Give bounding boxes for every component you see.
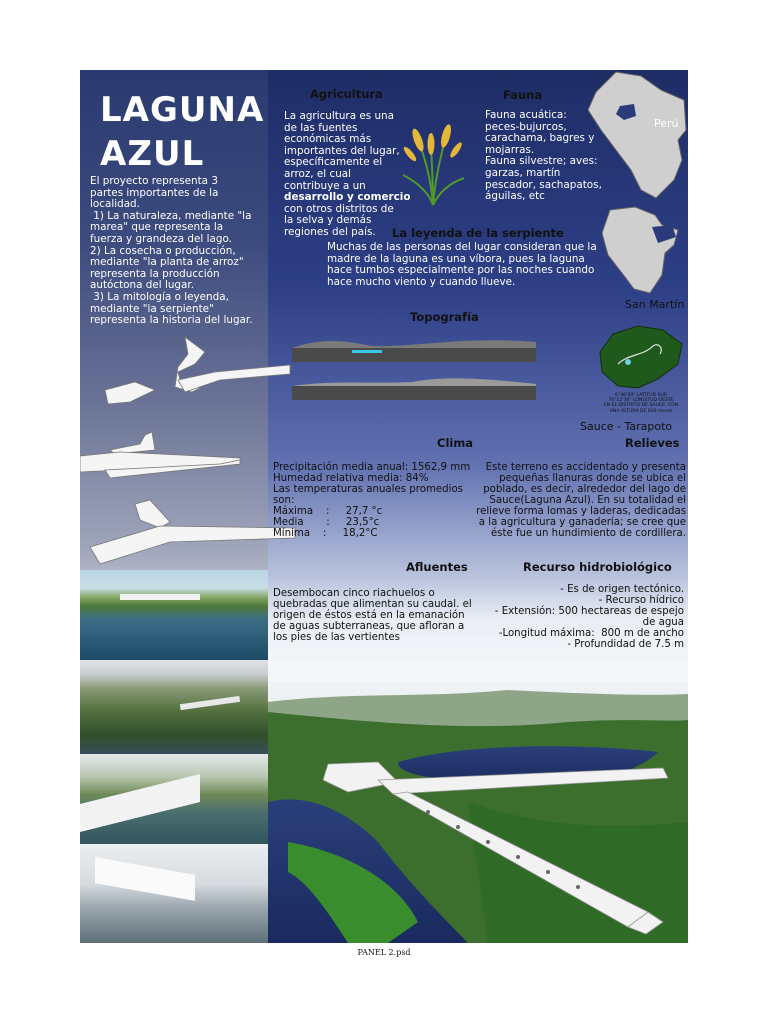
agricultura-line: específicamente el — [284, 156, 383, 169]
intro-text — [90, 176, 270, 327]
intro-line: mediante "la planta de arroz" — [90, 256, 244, 269]
photo-lake-view-3 — [80, 754, 268, 844]
coord-line: 76°12'30" LONGITUD OESTE — [608, 398, 674, 404]
afluentes-heading: Afluentes — [406, 560, 468, 574]
intro-line: autóctona del lugar. — [90, 279, 195, 292]
clima-line: Media : 23,5°c — [273, 517, 380, 528]
afluentes-line: Desembocan cinco riachuelos o — [273, 588, 435, 599]
intro-line: marea" que representa la — [90, 221, 224, 234]
title-line2: AZUL — [100, 134, 205, 174]
intro-line: 2) La cosecha o producción, — [90, 244, 236, 257]
relieves-heading: Relieves — [625, 436, 680, 450]
agricultura-text — [284, 110, 411, 239]
clima-line: son: — [273, 495, 295, 506]
relieves-text — [476, 462, 686, 539]
project-title — [100, 88, 264, 176]
relieves-line: poblado, es decir, alrededor del lago de — [483, 484, 686, 495]
intro-line: 3) La mitología o leyenda, — [90, 290, 229, 303]
relieves-line: pequeñas llanuras donde se ubica el — [499, 473, 686, 484]
agricultura-line: contribuye a un — [284, 179, 366, 192]
fauna-line: mojarras. — [485, 143, 535, 156]
aerial-render-drawing — [268, 682, 688, 943]
photo-lake-view-4 — [80, 844, 268, 943]
recurso-heading: Recurso hidrobiológico — [523, 560, 672, 574]
file-caption: PANEL 2.psd — [357, 948, 411, 957]
intro-line: mediante "la serpiente" — [90, 302, 214, 315]
afluentes-text — [273, 588, 478, 643]
model-sketches — [80, 332, 300, 572]
clima-line: Las temperaturas anuales promedios — [273, 484, 463, 495]
relieves-line: éste fue un hundimiento de cordillera. — [490, 528, 686, 539]
title-line1: LAGUNA — [100, 90, 265, 130]
coord-line: 6°46'00" LATITUD SUR — [615, 393, 667, 398]
recurso-line: - Recurso hídrico — [598, 595, 684, 606]
recurso-line: - Profundidad de 7.5 m — [567, 639, 684, 650]
rice-plant-icon — [398, 120, 468, 206]
relieves-line: a la agricultura y ganadería; se cree que — [478, 517, 686, 528]
recurso-line: - Extensión: 500 hectareas de espejo — [494, 606, 684, 617]
clima-line: Humedad relativa media: 84% — [273, 473, 429, 484]
intro-line: 1) La naturaleza, mediante "la — [90, 209, 252, 222]
intro-line: partes importantes de la — [90, 186, 219, 199]
san-martin-map-icon — [600, 205, 680, 297]
relieves-line: Este terreno es accidentado y presenta — [485, 462, 686, 473]
model-2 — [80, 432, 240, 478]
afluentes-line: origen de éstos está en la emanación — [273, 610, 465, 621]
leyenda-line: madre de la laguna es una víbora, pues la laguna — [327, 252, 585, 265]
recurso-text — [476, 584, 684, 650]
model-3 — [90, 500, 295, 564]
clima-line: Mínima : 18,2°C — [273, 528, 378, 539]
fauna-line: carachama, bagres y — [485, 132, 595, 145]
clima-heading: Clima — [437, 436, 474, 450]
intro-line: representa la producción — [90, 267, 220, 280]
poster-panel — [80, 70, 688, 943]
agricultura-line: importantes del lugar, — [284, 144, 400, 157]
coord-line: EN EL DISTRITO DE SAUCE, CON — [603, 403, 679, 409]
fauna-heading: Fauna — [503, 88, 543, 102]
fauna-line: pescador, sachapatos, — [485, 178, 602, 191]
agricultura-line: La agricultura es una — [284, 110, 395, 122]
recurso-line: - Es de origen tectónico. — [560, 584, 684, 595]
relieves-line: Sauce(Laguna Azul). En su totalidad el — [489, 495, 686, 506]
fauna-line: Fauna silvestre; aves: — [485, 155, 598, 168]
photo-lake-view-2 — [80, 660, 268, 754]
topografia-heading: Topografía — [410, 310, 479, 324]
leyenda-text — [327, 242, 597, 288]
map-label-san-martin: San Martín — [625, 298, 685, 311]
agricultura-heading: Agricultura — [310, 87, 383, 101]
agricultura-line: de las fuentes — [284, 121, 358, 134]
agricultura-line: económicas más — [284, 133, 372, 146]
leyenda-heading: La leyenda de la serpiente — [392, 226, 564, 240]
fauna-line: garzas, martín — [485, 166, 561, 179]
coord-line: UNA ALTURA DE 630 msnm — [609, 408, 673, 414]
agricultura-line: la selva y demás — [284, 214, 372, 227]
topography-sections — [292, 332, 538, 404]
coordinates-text — [595, 393, 687, 414]
recurso-line: -Longitud máxima: 800 m de ancho — [498, 628, 684, 639]
relieves-line: relieve forma lomas y laderas, dedicadas — [476, 506, 686, 517]
clima-line: Precipitación media anual: 1562,9 mm — [273, 462, 471, 473]
agricultura-line: desarrollo y comercio — [284, 191, 411, 204]
fauna-line: peces-bujurcos, — [485, 120, 567, 133]
agricultura-line: arroz, el cual — [284, 167, 352, 180]
intro-line: localidad. — [90, 198, 140, 211]
fauna-line: águilas, etc — [485, 190, 545, 203]
intro-line: El proyecto representa 3 — [90, 175, 218, 187]
agricultura-line: con otros distritos de — [284, 202, 394, 215]
clima-line: Máxima : 27,7 °c — [273, 506, 383, 517]
intro-line: representa la historia del lugar. — [90, 314, 253, 327]
map-label-peru: Perú — [654, 117, 679, 130]
intro-line: fuerza y grandeza del lago. — [90, 232, 232, 245]
peru-map-icon — [586, 70, 688, 205]
leyenda-line: hace tumbos especialmente por las noches cuando — [327, 264, 595, 277]
clima-text — [273, 462, 478, 539]
leyenda-line: hace mucho viento y cuando llueve. — [327, 275, 516, 288]
agricultura-line: regiones del país. — [284, 225, 376, 238]
aerial-render-image — [268, 682, 688, 943]
photo-lake-view-1 — [80, 570, 268, 660]
fauna-line: Fauna acuática: — [485, 109, 567, 121]
afluentes-line: los pies de las vertientes — [273, 632, 400, 643]
map-label-sauce: Sauce - Tarapoto — [580, 420, 673, 433]
afluentes-line: quebradas que alimentan su caudal. el — [273, 599, 472, 610]
afluentes-line: de aguas subterraneas, que afloran a — [273, 621, 465, 632]
recurso-line: de agua — [642, 617, 684, 628]
leyenda-line: Muchas de las personas del lugar consideran que la — [327, 241, 597, 253]
model-1 — [105, 337, 290, 404]
sauce-district-map-icon — [598, 324, 684, 392]
